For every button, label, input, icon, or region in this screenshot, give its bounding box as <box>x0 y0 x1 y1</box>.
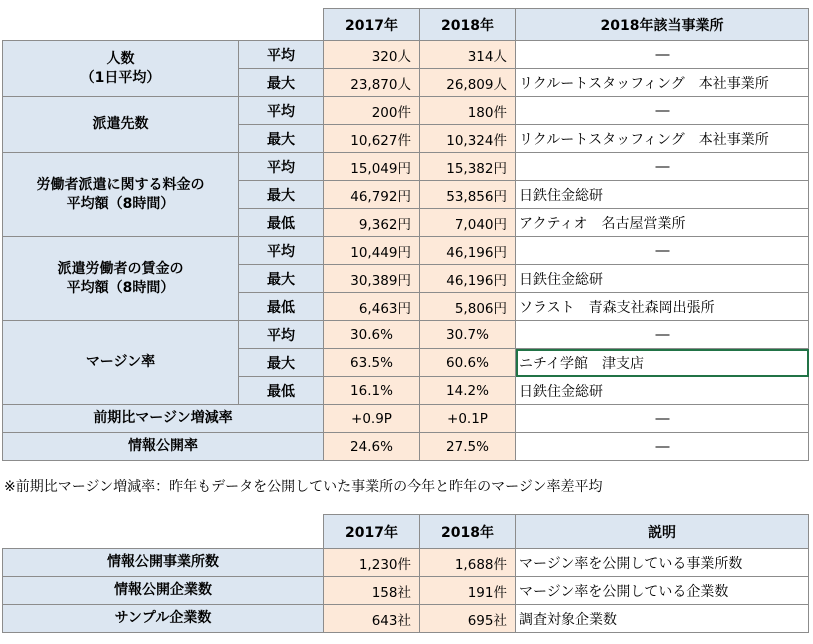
row-label-disclosure-rate[interactable]: 情報公開率 <box>3 433 324 461</box>
value-2017[interactable]: 30,389円 <box>324 265 420 293</box>
value-2017[interactable]: 23,870人 <box>324 69 420 97</box>
summary-table <box>2 514 809 633</box>
group-label-destinations[interactable]: 派遣先数 <box>3 97 239 153</box>
value-2018[interactable]: 30.7% <box>420 321 516 349</box>
value-2017[interactable]: 200件 <box>324 97 420 125</box>
value-2017[interactable]: 46,792円 <box>324 181 420 209</box>
value-2018[interactable]: +0.1P <box>420 405 516 433</box>
table-row <box>3 605 809 633</box>
header-2017[interactable]: 2017年 <box>324 515 420 549</box>
group-label-wage[interactable]: 派遣労働者の賃金の 平均額（8時間） <box>3 237 239 321</box>
office-cell[interactable]: リクルートスタッフィング 本社事業所 <box>516 69 809 97</box>
value-2018[interactable]: 314人 <box>420 41 516 69</box>
value-2018[interactable]: 10,324件 <box>420 125 516 153</box>
sub-label[interactable]: 最大 <box>239 349 324 377</box>
main-table <box>2 8 809 461</box>
group-label-margin[interactable]: マージン率 <box>3 321 239 405</box>
description-cell[interactable]: マージン率を公開している企業数 <box>516 577 809 605</box>
corner-cell[interactable] <box>3 9 324 41</box>
table-row <box>3 41 809 69</box>
value-2017[interactable]: 10,449円 <box>324 237 420 265</box>
sub-label[interactable]: 最低 <box>239 293 324 321</box>
value-2017[interactable]: 9,362円 <box>324 209 420 237</box>
footnote: ※前期比マージン増減率：昨年もデータを公開していた事業所の今年と昨年のマージン率差平均 <box>4 479 603 495</box>
row-label[interactable]: サンプル企業数 <box>3 605 324 633</box>
value-2017[interactable]: 158社 <box>324 577 420 605</box>
sub-label[interactable]: 最大 <box>239 181 324 209</box>
value-2018[interactable]: 60.6% <box>420 349 516 377</box>
value-2018[interactable]: 7,040円 <box>420 209 516 237</box>
sub-label[interactable]: 最大 <box>239 125 324 153</box>
row-label[interactable]: 情報公開事業所数 <box>3 549 324 577</box>
header-office[interactable]: 2018年該当事業所 <box>516 9 809 41</box>
group-label-fee[interactable]: 労働者派遣に関する料金の 平均額（8時間） <box>3 153 239 237</box>
value-2018[interactable]: 1,688件 <box>420 549 516 577</box>
sub-label[interactable]: 平均 <box>239 237 324 265</box>
office-cell[interactable]: ― <box>516 237 809 265</box>
office-cell[interactable]: ソラスト 青森支社森岡出張所 <box>516 293 809 321</box>
header-row <box>3 515 809 549</box>
table-row <box>3 97 809 125</box>
office-cell[interactable]: 日鉄住金総研 <box>516 265 809 293</box>
table-row <box>3 321 809 349</box>
value-2017[interactable]: 30.6% <box>324 321 420 349</box>
office-cell[interactable]: ― <box>516 41 809 69</box>
description-cell[interactable]: マージン率を公開している事業所数 <box>516 549 809 577</box>
header-row <box>3 9 809 41</box>
sub-label[interactable]: 平均 <box>239 153 324 181</box>
table-row <box>3 405 809 433</box>
sub-label[interactable]: 平均 <box>239 41 324 69</box>
sub-label[interactable]: 平均 <box>239 97 324 125</box>
sub-label[interactable]: 最低 <box>239 377 324 405</box>
header-2017[interactable]: 2017年 <box>324 9 420 41</box>
value-2018[interactable]: 14.2% <box>420 377 516 405</box>
office-cell[interactable]: 日鉄住金総研 <box>516 377 809 405</box>
office-cell[interactable]: リクルートスタッフィング 本社事業所 <box>516 125 809 153</box>
selected-office-cell[interactable]: ニチイ学館 津支店 <box>516 349 809 377</box>
table-row <box>3 153 809 181</box>
value-2017[interactable]: 643社 <box>324 605 420 633</box>
value-2018[interactable]: 180件 <box>420 97 516 125</box>
header-2018[interactable]: 2018年 <box>420 515 516 549</box>
value-2017[interactable]: 1,230件 <box>324 549 420 577</box>
value-2017[interactable]: 15,049円 <box>324 153 420 181</box>
header-description[interactable]: 説明 <box>516 515 809 549</box>
row-label[interactable]: 情報公開企業数 <box>3 577 324 605</box>
value-2018[interactable]: 26,809人 <box>420 69 516 97</box>
office-cell[interactable]: アクティオ 名古屋営業所 <box>516 209 809 237</box>
value-2018[interactable]: 46,196円 <box>420 265 516 293</box>
table-row <box>3 237 809 265</box>
header-2018[interactable]: 2018年 <box>420 9 516 41</box>
description-cell[interactable]: 調査対象企業数 <box>516 605 809 633</box>
office-cell[interactable]: ― <box>516 153 809 181</box>
table-row <box>3 433 809 461</box>
value-2018[interactable]: 695社 <box>420 605 516 633</box>
value-2017[interactable]: 320人 <box>324 41 420 69</box>
sub-label[interactable]: 最低 <box>239 209 324 237</box>
table-row <box>3 549 809 577</box>
value-2018[interactable]: 27.5% <box>420 433 516 461</box>
office-cell[interactable]: ― <box>516 97 809 125</box>
value-2018[interactable]: 53,856円 <box>420 181 516 209</box>
value-2018[interactable]: 15,382円 <box>420 153 516 181</box>
value-2017[interactable]: 6,463円 <box>324 293 420 321</box>
value-2017[interactable]: 10,627件 <box>324 125 420 153</box>
office-cell[interactable]: ― <box>516 405 809 433</box>
office-cell[interactable]: ― <box>516 321 809 349</box>
value-2018[interactable]: 46,196円 <box>420 237 516 265</box>
value-2017[interactable]: 24.6% <box>324 433 420 461</box>
value-2017[interactable]: 16.1% <box>324 377 420 405</box>
table-row <box>3 577 809 605</box>
office-cell[interactable]: 日鉄住金総研 <box>516 181 809 209</box>
sub-label[interactable]: 平均 <box>239 321 324 349</box>
sub-label[interactable]: 最大 <box>239 69 324 97</box>
corner-cell[interactable] <box>3 515 324 549</box>
value-2017[interactable]: 63.5% <box>324 349 420 377</box>
sub-label[interactable]: 最大 <box>239 265 324 293</box>
row-label-margin-change[interactable]: 前期比マージン増減率 <box>3 405 324 433</box>
value-2018[interactable]: 5,806円 <box>420 293 516 321</box>
value-2017[interactable]: +0.9P <box>324 405 420 433</box>
office-cell[interactable]: ― <box>516 433 809 461</box>
group-label-people[interactable]: 人数 （1日平均） <box>3 41 239 97</box>
value-2018[interactable]: 191件 <box>420 577 516 605</box>
